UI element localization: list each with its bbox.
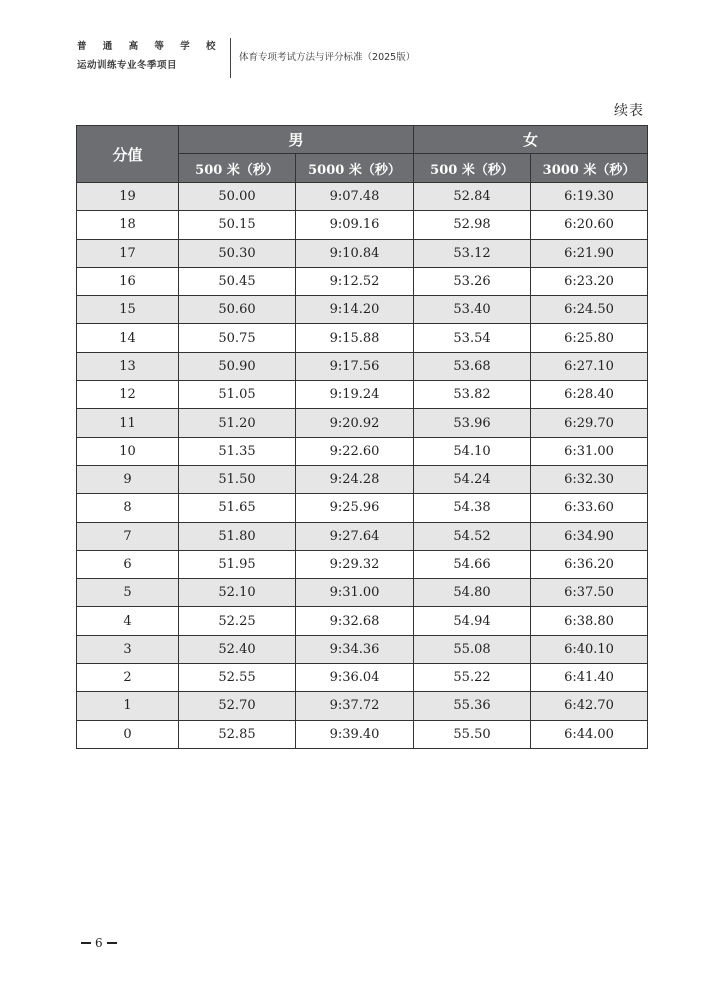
male-5000m-cell: 9:14.20: [296, 296, 414, 324]
male-500m-cell: 50.75: [179, 324, 296, 352]
female-500m-cell: 55.36: [414, 692, 531, 720]
score-cell: 16: [77, 267, 179, 295]
male-5000m-cell: 9:36.04: [296, 664, 414, 692]
female-500m-cell: 54.10: [414, 437, 531, 465]
female-3000m-cell: 6:25.80: [531, 324, 648, 352]
female-3000m-cell: 6:34.90: [531, 522, 648, 550]
female-500m-cell: 54.52: [414, 522, 531, 550]
program-line: 运动训练专业冬季项目: [77, 60, 178, 71]
doc-title: 体育专项考试方法与评分标准（2025版）: [239, 52, 416, 63]
female-500m-cell: 52.98: [414, 211, 531, 239]
female-500m-cell: 53.26: [414, 267, 531, 295]
female-500m-cell: 54.66: [414, 550, 531, 578]
male-500m-cell: 50.00: [179, 183, 296, 211]
table-row: [77, 579, 648, 607]
score-cell: 3: [77, 635, 179, 663]
page-number: [77, 936, 121, 950]
score-cell: 11: [77, 409, 179, 437]
score-cell: 17: [77, 239, 179, 267]
running-head: [77, 40, 415, 72]
header-row-groups: [77, 126, 648, 154]
female-3000m-cell: 6:37.50: [531, 579, 648, 607]
table-row: [77, 211, 648, 239]
male-5000m-cell: 9:25.96: [296, 494, 414, 522]
score-cell: 6: [77, 550, 179, 578]
female-500m-cell: 53.54: [414, 324, 531, 352]
male-5000m-cell: 9:29.32: [296, 550, 414, 578]
male-500m-cell: 51.65: [179, 494, 296, 522]
table-row: [77, 522, 648, 550]
female-3000m-cell: 6:19.30: [531, 183, 648, 211]
score-cell: 4: [77, 607, 179, 635]
male-500m-cell: 52.25: [179, 607, 296, 635]
female-3000m-cell: 6:42.70: [531, 692, 648, 720]
score-header: 分值: [77, 126, 179, 183]
male-500m-cell: 50.15: [179, 211, 296, 239]
score-cell: 14: [77, 324, 179, 352]
female-3000m-cell: 6:20.60: [531, 211, 648, 239]
male-500m-cell: 52.40: [179, 635, 296, 663]
male-5000m-cell: 9:24.28: [296, 465, 414, 493]
female-3000m-cell: 6:28.40: [531, 381, 648, 409]
continued-label: 续表: [614, 103, 644, 119]
male-5000m-cell: 9:31.00: [296, 579, 414, 607]
male-500m-cell: 52.85: [179, 720, 296, 748]
male-header: 男: [179, 126, 414, 154]
score-cell: 13: [77, 352, 179, 380]
female-3000m-cell: 6:29.70: [531, 409, 648, 437]
male-5000m-cell: 9:17.56: [296, 352, 414, 380]
running-head-left: [77, 40, 230, 72]
male-500m-cell: 51.80: [179, 522, 296, 550]
male-5000m-header: 5000 米（秒）: [296, 154, 414, 183]
female-500m-cell: 53.82: [414, 381, 531, 409]
female-500m-cell: 55.50: [414, 720, 531, 748]
female-500m-cell: 53.68: [414, 352, 531, 380]
score-cell: 15: [77, 296, 179, 324]
male-5000m-cell: 9:34.36: [296, 635, 414, 663]
score-cell: 2: [77, 664, 179, 692]
female-500m-cell: 54.94: [414, 607, 531, 635]
female-500m-cell: 54.38: [414, 494, 531, 522]
table-row: [77, 607, 648, 635]
table-row: [77, 494, 648, 522]
male-500m-cell: 52.55: [179, 664, 296, 692]
table-row: [77, 296, 648, 324]
male-5000m-cell: 9:39.40: [296, 720, 414, 748]
female-500m-cell: 53.40: [414, 296, 531, 324]
table-body: [77, 183, 648, 749]
female-3000m-cell: 6:40.10: [531, 635, 648, 663]
female-500m-cell: 54.80: [414, 579, 531, 607]
score-cell: 7: [77, 522, 179, 550]
male-5000m-cell: 9:32.68: [296, 607, 414, 635]
female-3000m-cell: 6:27.10: [531, 352, 648, 380]
table-row: [77, 720, 648, 748]
score-cell: 10: [77, 437, 179, 465]
male-5000m-cell: 9:10.84: [296, 239, 414, 267]
score-cell: 8: [77, 494, 179, 522]
female-500m-header: 500 米（秒）: [414, 154, 531, 183]
female-500m-cell: 53.12: [414, 239, 531, 267]
score-cell: 5: [77, 579, 179, 607]
table-row: [77, 635, 648, 663]
male-5000m-cell: 9:19.24: [296, 381, 414, 409]
score-cell: 19: [77, 183, 179, 211]
score-cell: 1: [77, 692, 179, 720]
female-3000m-cell: 6:41.40: [531, 664, 648, 692]
male-5000m-cell: 9:27.64: [296, 522, 414, 550]
female-3000m-cell: 6:44.00: [531, 720, 648, 748]
female-header: 女: [414, 126, 648, 154]
score-cell: 9: [77, 465, 179, 493]
male-500m-cell: 50.90: [179, 352, 296, 380]
female-3000m-cell: 6:23.20: [531, 267, 648, 295]
female-3000m-cell: 6:31.00: [531, 437, 648, 465]
female-3000m-cell: 6:36.20: [531, 550, 648, 578]
table-row: [77, 550, 648, 578]
male-5000m-cell: 9:20.92: [296, 409, 414, 437]
male-5000m-cell: 9:15.88: [296, 324, 414, 352]
male-5000m-cell: 9:09.16: [296, 211, 414, 239]
female-3000m-cell: 6:33.60: [531, 494, 648, 522]
male-5000m-cell: 9:37.72: [296, 692, 414, 720]
female-3000m-header: 3000 米（秒）: [531, 154, 648, 183]
score-table: [76, 125, 648, 749]
male-500m-cell: 51.50: [179, 465, 296, 493]
score-cell: 12: [77, 381, 179, 409]
page-dash-left: [81, 942, 91, 944]
female-3000m-cell: 6:21.90: [531, 239, 648, 267]
table-row: [77, 409, 648, 437]
male-5000m-cell: 9:22.60: [296, 437, 414, 465]
female-3000m-cell: 6:32.30: [531, 465, 648, 493]
female-500m-cell: 55.22: [414, 664, 531, 692]
table-row: [77, 465, 648, 493]
table-row: [77, 437, 648, 465]
score-cell: 18: [77, 211, 179, 239]
table-row: [77, 267, 648, 295]
table-row: [77, 664, 648, 692]
school-line: 普 通 高 等 学 校: [77, 41, 223, 52]
male-500m-cell: 51.35: [179, 437, 296, 465]
table-row: [77, 381, 648, 409]
male-500m-cell: 51.95: [179, 550, 296, 578]
table-row: [77, 239, 648, 267]
male-500m-cell: 50.45: [179, 267, 296, 295]
female-3000m-cell: 6:24.50: [531, 296, 648, 324]
female-500m-cell: 52.84: [414, 183, 531, 211]
male-500m-cell: 52.70: [179, 692, 296, 720]
table-row: [77, 352, 648, 380]
female-500m-cell: 55.08: [414, 635, 531, 663]
male-500m-cell: 51.20: [179, 409, 296, 437]
male-500m-header: 500 米（秒）: [179, 154, 296, 183]
female-500m-cell: 54.24: [414, 465, 531, 493]
table-row: [77, 183, 648, 211]
table-row: [77, 324, 648, 352]
page-number-text: 6: [95, 936, 103, 950]
table-row: [77, 692, 648, 720]
female-3000m-cell: 6:38.80: [531, 607, 648, 635]
table-header: [77, 126, 648, 183]
male-5000m-cell: 9:07.48: [296, 183, 414, 211]
male-500m-cell: 50.60: [179, 296, 296, 324]
score-cell: 0: [77, 720, 179, 748]
page-dash-right: [107, 942, 117, 944]
male-500m-cell: 52.10: [179, 579, 296, 607]
male-500m-cell: 51.05: [179, 381, 296, 409]
male-5000m-cell: 9:12.52: [296, 267, 414, 295]
female-500m-cell: 53.96: [414, 409, 531, 437]
male-500m-cell: 50.30: [179, 239, 296, 267]
